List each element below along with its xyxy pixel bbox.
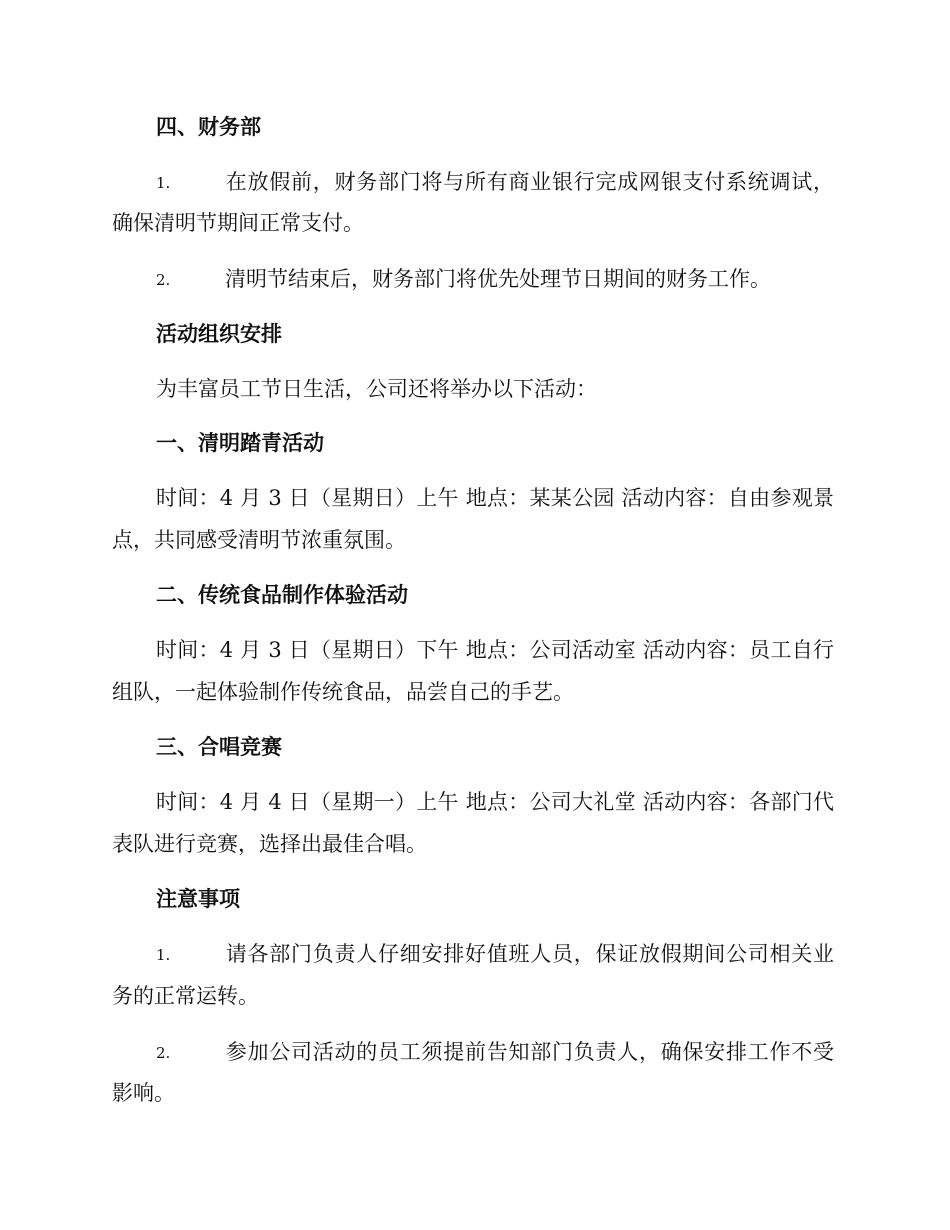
finance-item-1-line-1 — [156, 167, 834, 197]
event-1-line-1: 时间：4 月 3 日（星期日）上午 地点：某某公园 活动内容：自由参观景 — [156, 486, 834, 510]
section-heading-notes: 注意事项 — [156, 886, 240, 911]
event-1-heading: 一、清明踏青活动 — [156, 430, 324, 455]
section-heading-activities: 活动组织安排 — [156, 321, 282, 346]
event-3-line-1: 时间：4 月 4 日（星期一）上午 地点：公司大礼堂 活动内容：各部门代 — [156, 790, 834, 814]
notes-item-1-line-1 — [156, 939, 834, 969]
list-number: 1. — [156, 946, 171, 964]
list-number: 2. — [156, 1044, 171, 1062]
event-1-line-2: 点，共同感受清明节浓重氛围。 — [112, 528, 406, 552]
event-2-line-2: 组队，一起体验制作传统食品，品尝自己的手艺。 — [112, 680, 574, 704]
list-item-text: 参加公司活动的员工须提前告知部门负责人，确保安排工作不受 — [225, 1040, 834, 1064]
event-3-line-2: 表队进行竞赛，选择出最佳合唱。 — [112, 832, 427, 856]
list-number: 2. — [156, 271, 171, 289]
activities-intro: 为丰富员工节日生活，公司还将举办以下活动： — [156, 377, 597, 401]
section-heading-finance: 四、财务部 — [156, 114, 261, 139]
list-number: 1. — [156, 174, 171, 192]
event-3-heading: 三、合唱竞赛 — [156, 734, 282, 759]
notes-item-2-line-2: 影响。 — [112, 1081, 175, 1105]
list-item-text: 清明节结束后，财务部门将优先处理节日期间的财务工作。 — [225, 267, 771, 291]
notes-item-1-line-2: 务的正常运转。 — [112, 984, 259, 1008]
finance-item-1-line-2: 确保清明节期间正常支付。 — [112, 211, 364, 235]
list-item-text: 在放假前，财务部门将与所有商业银行完成网银支付系统调试， — [225, 170, 834, 194]
finance-item-2 — [156, 264, 834, 295]
event-2-line-1: 时间：4 月 3 日（星期日）下午 地点：公司活动室 活动内容：员工自行 — [156, 638, 834, 662]
list-item-text: 请各部门负责人仔细安排好值班人员，保证放假期间公司相关业 — [225, 942, 834, 966]
notes-item-2-line-1 — [156, 1037, 834, 1067]
event-2-heading: 二、传统食品制作体验活动 — [156, 582, 408, 607]
